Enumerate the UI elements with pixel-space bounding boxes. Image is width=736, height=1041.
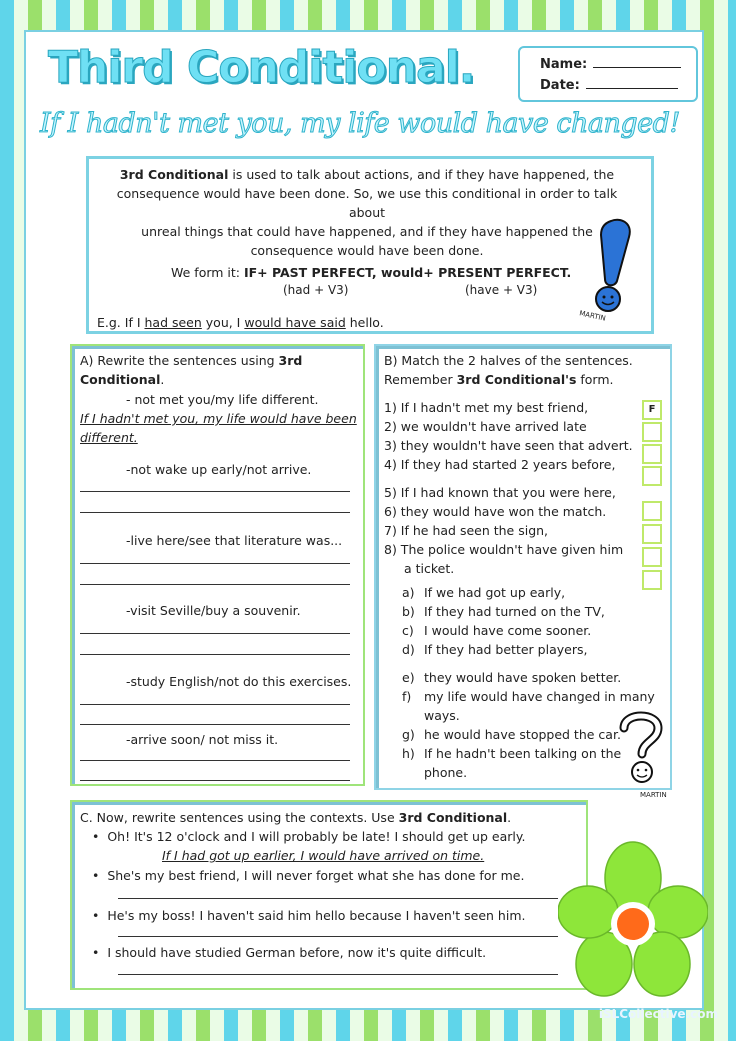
example-answer-line1: If I hadn't met you, my life would have been <box>80 411 357 426</box>
name-line[interactable] <box>593 67 681 68</box>
section-c-item-2 <box>92 866 524 885</box>
list-letter: d) <box>402 642 415 657</box>
section-a <box>70 344 365 786</box>
martin-signature: MARTIN <box>640 791 667 799</box>
have-note: (have + V3) <box>465 283 538 297</box>
list-letter: b) <box>402 604 415 619</box>
answer-box[interactable] <box>642 466 662 486</box>
list-text: If we had got up early, <box>424 585 566 600</box>
numbered-list-2 <box>384 483 623 578</box>
section-a-example-answer <box>80 409 357 447</box>
bullet: • <box>92 868 108 883</box>
section-c-heading <box>80 808 511 827</box>
page-title: Third Conditional. <box>48 42 475 93</box>
f-header-box: F <box>642 400 662 420</box>
list-letter: c) <box>402 623 414 638</box>
section-c-item-text: I should have studied German before, now it's quite difficult. <box>107 945 487 960</box>
list-item: 5) If I had known that you were here, <box>384 485 616 500</box>
name-date-box <box>518 46 698 102</box>
name-row <box>540 57 681 72</box>
section-c-item-text: Oh! It's 12 o'clock and I will probably be late! I should get up early. <box>107 829 526 844</box>
example-answer-line2: different. <box>80 430 138 445</box>
martin-signature: MARTIN <box>578 309 607 323</box>
section-a-item-1: -not wake up early/not arrive. <box>126 462 312 477</box>
section-c <box>70 800 588 990</box>
date-row <box>540 78 678 93</box>
list-item <box>402 640 605 659</box>
section-b-heading2-prefix: Remember <box>384 372 457 387</box>
intro-text <box>97 165 637 260</box>
footer-brand: iSLCollective.com <box>598 1007 718 1021</box>
answer-line[interactable] <box>80 563 350 564</box>
answer-box[interactable] <box>642 444 662 464</box>
section-a-heading-end: . <box>160 372 165 387</box>
bullet: • <box>92 829 108 844</box>
bullet: • <box>92 908 108 923</box>
section-c-heading-end: . <box>507 810 512 825</box>
section-b-heading <box>384 351 633 389</box>
list-letter: e) <box>402 670 415 685</box>
section-b-heading2-end: form. <box>576 372 614 387</box>
section-a-heading-prefix: A) Rewrite the sentences using <box>80 353 279 368</box>
list-text: phone. <box>424 765 468 780</box>
list-letter: a) <box>402 585 415 600</box>
list-item <box>402 687 655 706</box>
list-text: ways. <box>424 708 460 723</box>
page-subtitle: If I hadn't met you, my life would have changed! <box>40 108 680 139</box>
section-c-heading-bold: 3rd Conditional <box>398 810 508 825</box>
answer-box[interactable] <box>642 547 662 567</box>
eg-mid: you, I <box>201 315 245 330</box>
answer-line[interactable] <box>80 780 350 781</box>
list-item: 1) If I hadn't met my best friend, <box>384 400 589 415</box>
worksheet-page <box>24 30 704 1010</box>
section-c-item-1 <box>92 827 525 846</box>
section-a-example-prompt: - not met you/my life different. <box>126 392 319 407</box>
form-line <box>171 263 571 282</box>
name-label: Name: <box>540 57 588 72</box>
section-a-heading-bold2: Conditional <box>80 372 161 387</box>
section-b-heading2-bold: 3rd Conditional's <box>456 372 577 387</box>
answer-box[interactable] <box>642 422 662 442</box>
answer-box[interactable] <box>642 524 662 544</box>
section-a-item-5: -arrive soon/ not miss it. <box>126 732 279 747</box>
intro-line-4: consequence would have been done. <box>250 243 484 258</box>
date-label: Date: <box>540 78 580 93</box>
lettered-list-1 <box>402 583 605 659</box>
list-text: I would have come sooner. <box>424 623 592 638</box>
section-b-heading-1: B) Match the 2 halves of the sentences. <box>384 353 633 368</box>
intro-line1-rest: is used to talk about actions, and if they have happened, the <box>228 167 615 182</box>
form-prefix: We form it: <box>171 265 244 280</box>
had-note: (had + V3) <box>283 283 349 297</box>
list-item: a ticket. <box>404 561 455 576</box>
list-text: my life would have changed in many <box>424 689 655 704</box>
answer-line[interactable] <box>118 898 558 899</box>
example-answer-text: If I had got up earlier, I would have arrived on time. <box>162 848 485 863</box>
section-b-heading-2 <box>384 370 633 389</box>
section-c-item-text: She's my best friend, I will never forget what she has done for me. <box>107 868 525 883</box>
intro-line-1 <box>97 165 637 184</box>
bullet: • <box>92 945 108 960</box>
answer-line[interactable] <box>80 633 350 634</box>
answer-line[interactable] <box>80 491 350 492</box>
eg-prefix: E.g. If I <box>97 315 145 330</box>
list-text: If they had better players, <box>424 642 588 657</box>
list-item: 3) they wouldn't have seen that advert. <box>384 438 633 453</box>
list-letter: f) <box>402 689 412 704</box>
list-letter: h) <box>402 746 415 761</box>
list-item <box>402 668 655 687</box>
answer-line[interactable] <box>118 974 558 975</box>
list-text: he would have stopped the car. <box>424 727 621 742</box>
answer-line[interactable] <box>80 704 350 705</box>
section-c-item-4 <box>92 943 486 962</box>
intro-box <box>86 156 654 334</box>
flower-icon <box>558 840 708 1000</box>
list-item <box>402 583 605 602</box>
section-c-example-answer <box>162 846 484 865</box>
section-a-heading-bold1: 3rd <box>278 353 303 368</box>
list-item: 8) The police wouldn't have given him <box>384 542 624 557</box>
answer-line[interactable] <box>80 724 350 725</box>
section-a-item-4: -study English/not do this exercises. <box>126 674 352 689</box>
intro-line-3: unreal things that could have happened, and if they have happened the <box>141 224 593 239</box>
list-text: If he hadn't been talking on the <box>424 746 622 761</box>
section-c-item-3 <box>92 906 525 925</box>
list-item: 6) they would have won the match. <box>384 504 607 519</box>
form-formula: IF+ PAST PERFECT, would+ PRESENT PERFECT. <box>243 265 572 280</box>
answer-box[interactable] <box>642 570 662 590</box>
section-a-heading <box>80 351 360 389</box>
section-a-item-2: -live here/see that literature was... <box>126 533 343 548</box>
list-item: 4) If they had started 2 years before, <box>384 457 616 472</box>
answer-line[interactable] <box>80 654 350 655</box>
section-b <box>374 344 672 799</box>
intro-term: 3rd Conditional <box>119 167 229 182</box>
list-item <box>402 602 605 621</box>
list-letter: g) <box>402 727 415 742</box>
example-line <box>97 313 384 332</box>
list-item: 2) we wouldn't have arrived late <box>384 419 587 434</box>
answer-line[interactable] <box>80 512 350 513</box>
section-c-heading-prefix: C. Now, rewrite sentences using the contexts. Use <box>80 810 399 825</box>
intro-line-2: consequence would have been done. So, we use this conditional in order to talk about <box>116 186 618 220</box>
answer-line[interactable] <box>80 760 350 761</box>
answer-line[interactable] <box>80 584 350 585</box>
date-line[interactable] <box>586 88 678 89</box>
answer-line[interactable] <box>118 936 558 937</box>
eg-end: hello. <box>345 315 384 330</box>
numbered-list-1 <box>384 398 633 474</box>
question-mascot-icon <box>612 708 670 786</box>
list-item: 7) If he had seen the sign, <box>384 523 549 538</box>
eg-would: would have said <box>244 315 346 330</box>
list-text: If they had turned on the TV, <box>424 604 605 619</box>
answer-box[interactable] <box>642 501 662 521</box>
list-text: they would have spoken better. <box>424 670 622 685</box>
section-a-item-3: -visit Seville/buy a souvenir. <box>126 603 301 618</box>
eg-had-seen: had seen <box>144 315 202 330</box>
section-c-item-text: He's my boss! I haven't said him hello because I haven't seen him. <box>107 908 526 923</box>
list-item <box>402 621 605 640</box>
